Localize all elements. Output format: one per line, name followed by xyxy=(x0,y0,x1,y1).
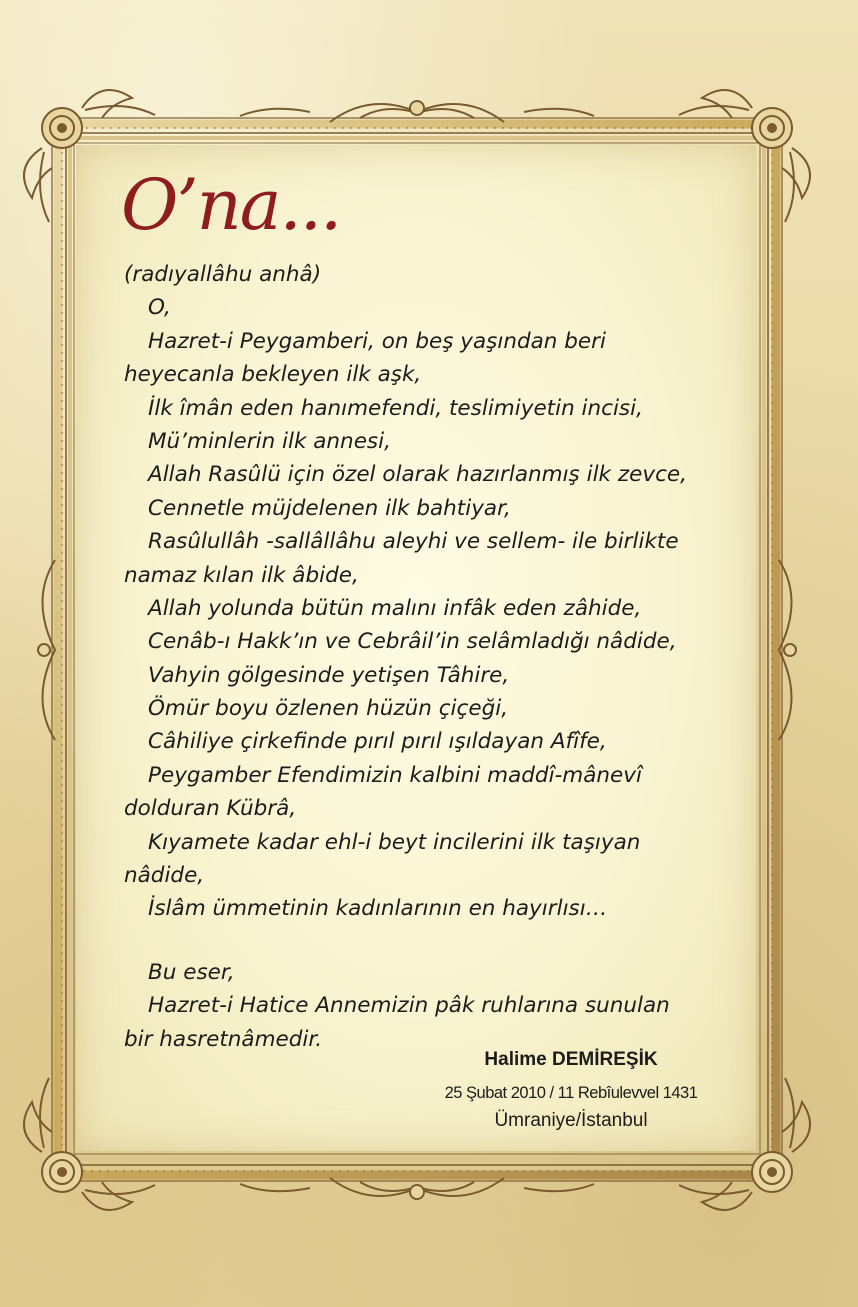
poem-line: Bu eser, xyxy=(148,959,235,985)
poem-line: bir hasretnâmedir. xyxy=(124,1026,323,1052)
poem-line: Hazret-i Peygamberi, on beş yaşından beri xyxy=(148,328,606,354)
poem-line: Kıyamete kadar ehl-i beyt incilerini ilk taşıyan xyxy=(148,829,641,855)
page-title: O’na... xyxy=(121,164,341,246)
poem-line: Allah yolunda bütün malını infâk eden zâhide, xyxy=(148,595,642,621)
author-name: Halime DEMİREŞİK xyxy=(484,1049,658,1070)
poem-lines xyxy=(124,258,764,926)
poem-closing xyxy=(124,956,764,1056)
poem-line: Mü’minlerin ilk annesi, xyxy=(148,428,391,454)
poem-line: İlk îmân eden hanımefendi, teslimiyetin incisi, xyxy=(148,395,643,421)
poem-line: namaz kılan ilk âbide, xyxy=(124,562,359,588)
poem-body xyxy=(124,258,764,1056)
poem-line: O, xyxy=(148,295,171,321)
poem-line: Ömür boyu özlenen hüzün çiçeği, xyxy=(148,696,509,722)
poem-line: Cennetle müjdelenen ilk bahtiyar, xyxy=(148,495,511,521)
poem-line: Cenâb-ı Hakk’ın ve Cebrâil’in selâmladığı nâdide, xyxy=(148,629,677,655)
poem-line: dolduran Kübrâ, xyxy=(124,796,297,822)
poem-line: Allah Rasûlü için özel olarak hazırlanmış ilk zevce, xyxy=(148,462,687,488)
poem-line: Peygamber Efendimizin kalbini maddî-mânevî xyxy=(148,762,642,788)
poem-line: Vahyin gölgesinde yetişen Tâhire, xyxy=(148,662,510,688)
date-line: 25 Şubat 2010 / 11 Rebîulevvel 1431 xyxy=(444,1084,698,1102)
poem-line: (radıyallâhu anhâ) xyxy=(124,262,322,287)
poem-line: nâdide, xyxy=(124,863,205,889)
poem-line: Hazret-i Hatice Annemizin pâk ruhlarına sunulan xyxy=(148,993,670,1019)
place-line: Ümraniye/İstanbul xyxy=(494,1110,648,1131)
poem-line: heyecanla bekleyen ilk aşk, xyxy=(124,362,422,388)
poem-line: İslâm ümmetinin kadınlarının en hayırlısı… xyxy=(148,896,608,922)
poem-line: Câhiliye çirkefinde pırıl pırıl ışıldayan Afîfe, xyxy=(148,729,607,755)
top-center-ornament xyxy=(240,101,594,122)
poem-line: Rasûlullâh -sallâllâhu aleyhi ve sellem- ile birlikte xyxy=(148,529,679,555)
